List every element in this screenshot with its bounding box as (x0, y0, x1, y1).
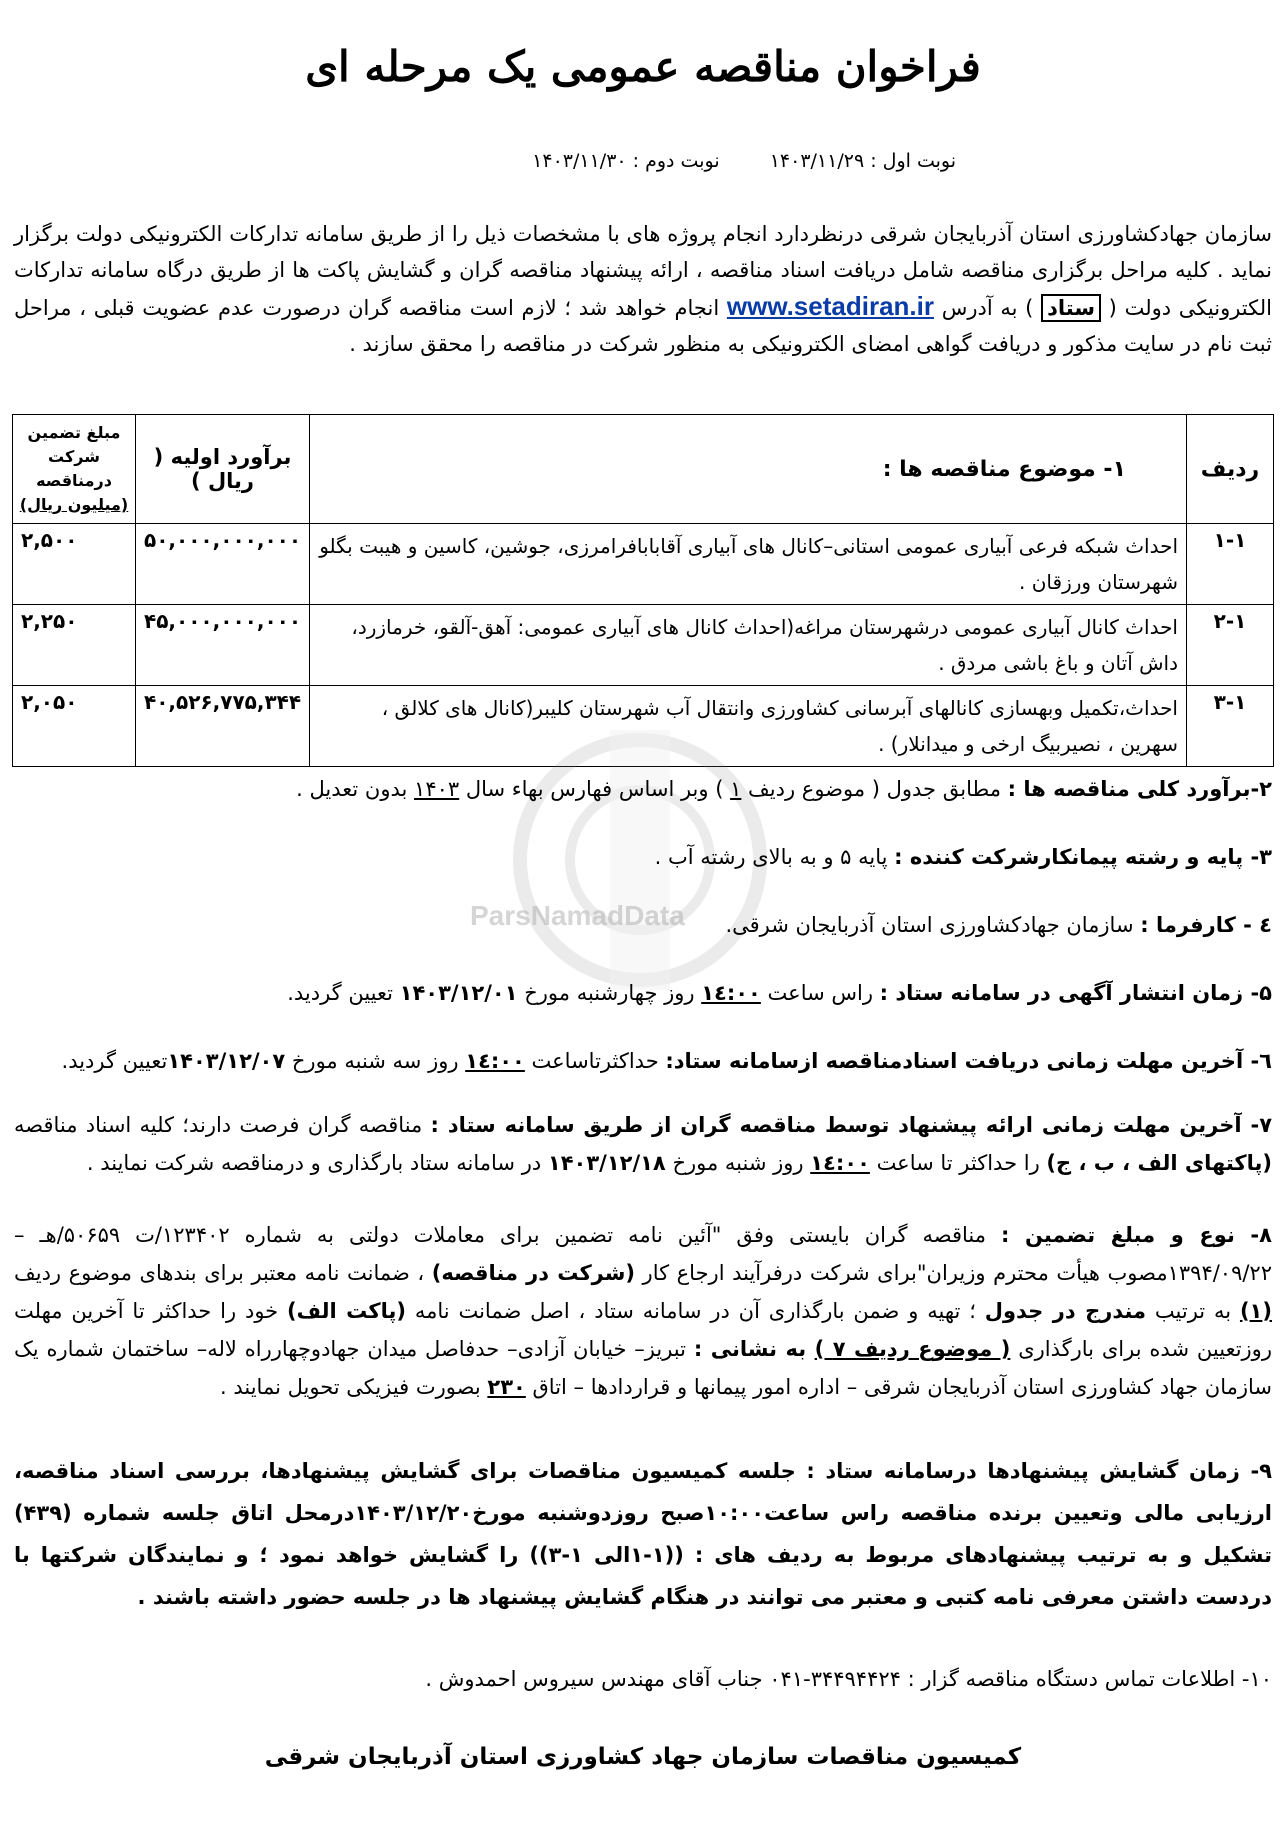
item-7-text-c: روز شنبه مورخ (665, 1151, 811, 1175)
item-2-row-num: ۱ (730, 777, 742, 801)
item-5-text-c: تعیین گردید. (287, 981, 400, 1005)
item-8-text-e: ؛ تهیه و ضمن بارگذاری آن در سامانه ستاد ، اصل ضمانت نامه (406, 1299, 985, 1323)
col-estimate: برآورد اولیه ( ریال ) (136, 415, 310, 524)
item-6-text-b: روز سه شنبه مورخ (285, 1049, 466, 1073)
item-5-heading: ۵- زمان انتشار آگهی در سامانه ستاد : (879, 981, 1272, 1005)
item-6-date: ۱۴۰۳/۱۲/۰۷ (167, 1049, 286, 1073)
item-8-bold-1: (شرکت در مناقصه) (431, 1261, 635, 1285)
first-call-date: ۱۴۰۳/۱۱/۲۹ (769, 150, 865, 172)
table-row (13, 605, 1274, 686)
item-7-time: ۱٤:۰۰ (810, 1151, 870, 1175)
item-6-text-a: حداکثرتاساعت (524, 1049, 666, 1073)
row-guarantee: ۲,۰۵۰ (13, 686, 136, 767)
item-2-text-c: بدون تعدیل . (296, 777, 415, 801)
item-8-text-d: به ترتیب (1146, 1299, 1240, 1323)
tender-table (12, 414, 1274, 767)
item-6-text-c: تعیین گردید. (61, 1049, 168, 1073)
item-5-text-b: روز چهارشنبه مورخ (517, 981, 702, 1005)
item-4-text: سازمان جهادکشاورزی استان آذربایجان شرقی. (725, 913, 1141, 937)
row-radif: ۳-۱ (1187, 686, 1274, 767)
item-5 (14, 974, 1272, 1012)
col-guarantee-line3: (میلیون ریال) (19, 495, 129, 514)
intro-text-2: به آدرس (941, 296, 1018, 320)
item-8-text-h: تبریز– خیابان آزادی– حدفاصل میدان جهادوچهارراه لاله– ساختمان شماره یک سازمان جهاد کشاورزی استان آذربایجان شرقی – اداره امور پیمانها و قراردادها – اتاق (14, 1337, 1272, 1399)
first-call-label: نوبت اول : (870, 150, 956, 172)
item-7-text-a: مناقصه گران فرصت دارند؛ کلیه اسناد مناقصه (14, 1113, 431, 1137)
row-estimate: ۴۰,۵۲۶,۷۷۵,۳۴۴ (136, 686, 310, 767)
table-row (13, 686, 1274, 767)
row-radif: ۲-۱ (1187, 605, 1274, 686)
watermark-text: ParsNamadData (470, 900, 685, 931)
item-8-bold-5: ( موضوع ردیف ۷ ) (814, 1337, 1011, 1361)
item-4-heading: ٤ - کارفرما : (1140, 913, 1272, 937)
item-2-text-b: ) وبر اساس فهارس بهاء سال (459, 777, 731, 801)
row-estimate: ۵۰,۰۰۰,۰۰۰,۰۰۰ (136, 524, 310, 605)
table-row (13, 524, 1274, 605)
item-8-heading: ۸- نوع و مبلغ تضمین : (1000, 1223, 1272, 1247)
item-5-text-a: راس ساعت (760, 981, 880, 1005)
item-3-text: پایه ۵ و به بالای رشته آب . (654, 845, 895, 869)
item-8-text-c: ، ضمانت نامه معتبر برای بندهای موضوع ردیف (14, 1261, 432, 1285)
call-dates (532, 150, 956, 172)
item-2 (14, 770, 1272, 808)
item-3 (14, 838, 1272, 876)
item-2-text-a: مطابق جدول ( موضوع ردیف (741, 777, 1008, 801)
item-7-heading: ۷- آخرین مهلت زمانی ارائه پیشنهاد توسط مناقصه گران از طریق سامانه ستاد : (430, 1113, 1273, 1137)
item-2-year: ۱۴۰۳ (414, 777, 460, 801)
table-header-row (13, 415, 1274, 524)
row-radif: ۱-۱ (1187, 524, 1274, 605)
setadiran-link[interactable]: www.setadiran.ir (726, 291, 934, 321)
item-5-date: ۱۴۰۳/۱۲/۰۱ (399, 981, 518, 1005)
item-8-bold-3: مندرج در جدول (984, 1299, 1147, 1323)
col-guarantee-line1: مبلغ تضمین (27, 423, 121, 442)
col-guarantee-line2: شرکت درمناقصه (36, 447, 112, 490)
row-guarantee: ۲,۵۰۰ (13, 524, 136, 605)
item-8-bold-4: (پاکت الف) (287, 1299, 406, 1323)
item-8-text-a: مناقصه گران بایستی وفق "آئین نامه تضمین برای معاملات دولتی به شماره ۱۲۳۴۰۲/ت ۵۰۶۵۹/هـ – ۱۳۹۴/۰۹/۲۲مصوب هیأت محترم وزیران"برای شرکت درفرآیند ارجاع کار (14, 1223, 1272, 1285)
setad-label: ستاد (1041, 294, 1101, 322)
item-6 (14, 1042, 1272, 1080)
document-title: فراخوان مناقصه عمومی یک مرحله ای (305, 42, 981, 91)
row-guarantee: ۲,۲۵۰ (13, 605, 136, 686)
item-7-text-b: را حداکثر تا ساعت (869, 1151, 1047, 1175)
item-7-date: ۱۴۰۳/۱۲/۱۸ (547, 1151, 666, 1175)
intro-paragraph: سازمان جهادکشاورزی استان آذربایجان شرقی درنظردارد انجام پروژه های با مشخصات ذیل را از طریق سامانه تدارکات الکترونیکی دولت برگزار نماید . کلیه مراحل برگزاری مناقصه شامل دریافت اسناد مناقصه ، ارائه پیشنهاد مناقصه گران و گشایش پاکت ها از طریق درگاه سامانه تدارکات الکترونیکی دولت ( ستاد ) به آدرس www.setadiran.ir انجام خواهد شد ؛ لازم است مناقصه گران درصورت عدم عضویت قبلی ، مراحل ثبت نام در سایت مذکور و دریافت گواهی امضای الکترونیکی به منظور شرکت در مناقصه را محقق سازند . (14, 222, 1272, 356)
item-8-text-f: خود را حداکثر تا آخرین مهلت روزتعیین شده برای بارگذاری (14, 1299, 1272, 1361)
item-7-packets: (پاکتهای الف ، ب ، ج) (1046, 1151, 1272, 1175)
item-8-text-i: بصورت فیزیکی تحویل نمایند . (220, 1375, 488, 1399)
item-8 (14, 1216, 1272, 1406)
second-call-label: نوبت دوم : (632, 150, 720, 172)
item-8-room: ۲۳۰ (487, 1375, 526, 1399)
row-subject: احداث شبکه فرعی آبیاری عمومی استانی–کانال های آبیاری آقابابافرامرزی، جوشین، کاسین و هیبت بگلو شهرستان ورزقان . (310, 524, 1187, 605)
item-2-heading: ۲-برآورد کلی مناقصه ها : (1007, 777, 1272, 801)
col-radif: ردیف (1187, 415, 1274, 524)
item-7-text-d: در سامانه ستاد بارگذاری و درمناقصه شرکت نمایند . (86, 1151, 548, 1175)
row-subject: احداث،تکمیل وبهسازی کانالهای آبرسانی کشاورزی وانتقال آب شهرستان کلیبر(کانال های کلالق ، سهرین ، نصیربیگ ارخی و میدانلار) . (310, 686, 1187, 767)
item-10: ۱۰- اطلاعات تماس دستگاه مناقصه گزار : ۳۴۴۹۴۴۲۴-۰۴۱ جناب آقای مهندس سیروس احمدوش . (425, 1667, 1272, 1691)
row-estimate: ۴۵,۰۰۰,۰۰۰,۰۰۰ (136, 605, 310, 686)
second-call-date: ۱۴۰۳/۱۱/۳۰ (532, 150, 627, 172)
intro-text-1: سازمان جهادکشاورزی استان آذربایجان شرقی درنظردارد انجام پروژه های با مشخصات ذیل را از طریق سامانه تدارکات الکترونیکی دولت برگزار نماید . کلیه مراحل برگزاری مناقصه شامل دریافت اسناد مناقصه ، ارائه پیشنهاد مناقصه گران و گشایش پاکت ها از طریق درگاه سامانه تدارکات الکترونیکی دولت (14, 222, 1272, 320)
row-subject: احداث کانال آبیاری عمومی درشهرستان مراغه(احداث کانال های آبیاری عمومی: آهق-آلقو، خرمازرد، داش آتان و باغ باشی مردق . (310, 605, 1187, 686)
item-8-bold-6: به نشانی : (693, 1337, 815, 1361)
intro-text-3: انجام خواهد شد ؛ لازم است مناقصه گران درصورت عدم عضویت قبلی ، مراحل ثبت نام در سایت مذکور و دریافت گواهی امضای الکترونیکی به منظور شرکت در مناقصه را محقق سازند . (14, 296, 1272, 356)
footer-signature: کمیسیون مناقصات سازمان جهاد کشاورزی استان آذربایجان شرقی (264, 1744, 1022, 1770)
item-3-heading: ۳- پایه و رشته پیمانکارشرکت کننده : (894, 845, 1272, 869)
item-8-bold-2: (۱) (1239, 1299, 1272, 1323)
item-6-heading: ٦- آخرین مهلت زمانی دریافت اسنادمناقصه ازسامانه ستاد: (665, 1049, 1272, 1073)
item-9: ۹- زمان گشایش پیشنهادها درسامانه ستاد : جلسه کمیسیون مناقصات برای گشایش پیشنهادها، بررسی اسناد مناقصه، ارزیابی مالی وتعیین برنده مناقصه راس ساعت۱۰:۰۰صبح روزدوشنبه مورخ۱۴۰۳/۱۲/۲۰درمحل اتاق جلسه شماره (۴۳۹) تشکیل و به ترتیب پیشنهادهای مربوط به ردیف های : ((۱-۱الی ۱-۳)) را گشایش خواهد نمود ؛ و نمایندگان شرکتها با دردست داشتن معرفی نامه کتبی و معتبر می توانند در هنگام گشایش پیشنهاد ها در جلسه حضور داشته باشند . (14, 1459, 1273, 1609)
item-7 (14, 1106, 1272, 1182)
col-subject: ۱- موضوع مناقصه ها : (310, 415, 1187, 524)
item-6-time: ۱٤:۰۰ (465, 1049, 525, 1073)
item-5-time: ۱٤:۰۰ (701, 981, 761, 1005)
item-4 (14, 906, 1272, 944)
col-guarantee (13, 415, 136, 524)
